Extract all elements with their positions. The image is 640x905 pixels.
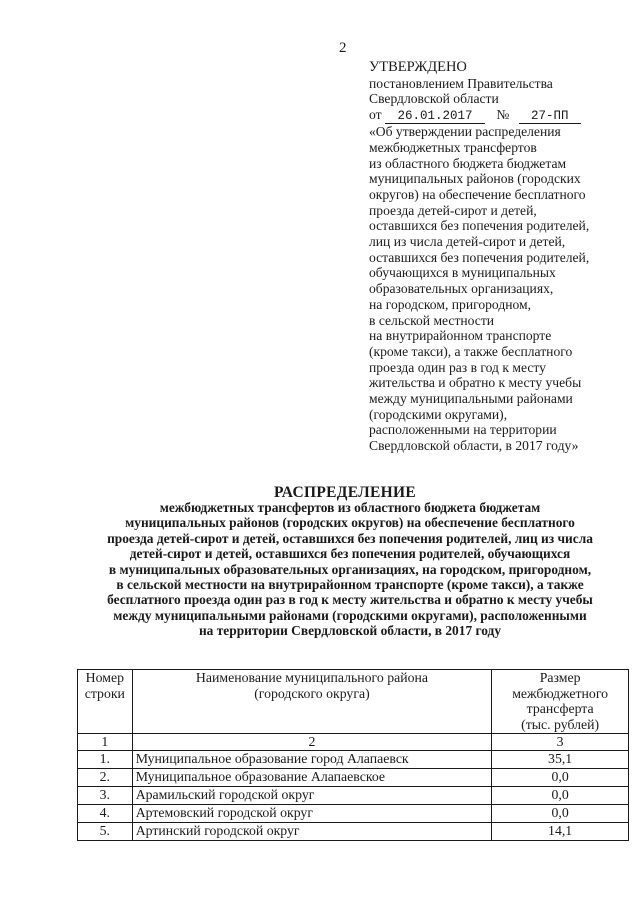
header-num-line: Номер <box>85 670 125 685</box>
decree-line: на городском, пригородном, <box>369 296 532 312</box>
transfer-amount: 0,0 <box>492 769 629 787</box>
transfers-table <box>77 669 629 841</box>
transfer-amount: 35,1 <box>492 751 629 769</box>
document-subheading <box>60 500 640 639</box>
decree-line: межбюджетных трансфертов <box>369 139 537 155</box>
municipality-name: Муниципальное образование Алапаевское <box>132 769 492 787</box>
decree-line: (городскими округами), <box>369 406 508 422</box>
decree-line: жительства и обратно к месту учебы <box>369 375 582 391</box>
subheading-line: муниципальных районов (городских округов) на обеспечение бесплатного <box>125 515 575 531</box>
table-row <box>78 751 629 769</box>
table-row <box>78 769 629 787</box>
header-value-line: Размер <box>539 670 581 685</box>
decree-line: (кроме такси), а также бесплатного <box>369 343 573 359</box>
approval-title: УТВЕРЖДЕНО <box>369 59 467 75</box>
decree-line: в сельской местности <box>369 312 495 328</box>
column-index: 1 <box>78 734 133 751</box>
decree-line: округов) на обеспечение бесплатного <box>369 186 586 202</box>
decree-line: проезда детей-сирот и детей, <box>369 202 537 218</box>
header-row-number <box>78 670 133 734</box>
row-number: 5. <box>78 823 133 841</box>
table-row <box>78 787 629 805</box>
table-row <box>78 823 629 841</box>
decree-number: 27-ПП <box>519 110 581 124</box>
header-name-line: (городского округа) <box>254 685 370 701</box>
header-value-line: трансферта <box>526 701 594 716</box>
municipality-name: Арамильский городской округ <box>132 787 492 805</box>
header-municipality-name <box>132 670 492 734</box>
header-value-line: межбюджетного <box>512 685 609 701</box>
decree-line: оставшихся без попечения родителей, <box>369 249 590 265</box>
header-transfer-amount <box>492 670 629 734</box>
row-number: 1. <box>78 751 133 769</box>
decree-line: «Об утверждении распределения <box>369 124 561 140</box>
subheading-line: детей-сирот и детей, оставшихся без попечения родителей, обучающихся <box>129 546 571 562</box>
date-prefix: от <box>369 107 382 123</box>
municipality-name: Артинский городской округ <box>132 823 492 841</box>
number-sign: № <box>496 107 510 123</box>
subheading-line: между муниципальными районами (городскими округами), расположенными <box>113 607 587 623</box>
decree-date: 26.01.2017 <box>385 110 485 124</box>
header-num-line: строки <box>84 685 125 701</box>
decree-title <box>369 124 631 454</box>
decree-line: из областного бюджета бюджетам <box>369 155 567 171</box>
decree-line: лиц из числа детей-сирот и детей, <box>369 234 566 250</box>
column-index: 3 <box>492 734 629 751</box>
decree-line: на внутрирайонном транспорте <box>369 328 552 344</box>
table-header-row <box>78 670 629 734</box>
column-index: 2 <box>132 734 492 751</box>
subheading-line: бесплатного проезда один раз в год к месту жительства и обратно к месту учебы <box>107 592 593 608</box>
municipality-name: Артемовский городской округ <box>132 805 492 823</box>
decree-line: оставшихся без попечения родителей, <box>369 218 590 234</box>
decree-line: Свердловской области, в 2017 году» <box>369 438 579 454</box>
decree-line: проезда один раз в год к месту <box>369 359 546 375</box>
document-heading: РАСПРЕДЕЛЕНИЕ <box>274 484 416 501</box>
decree-line: между муниципальными районами <box>369 391 573 407</box>
approval-block <box>369 60 631 454</box>
row-number: 4. <box>78 805 133 823</box>
column-index-row <box>78 734 629 751</box>
transfer-amount: 14,1 <box>492 823 629 841</box>
approval-line-2: Свердловской области <box>369 91 499 107</box>
decree-line: расположенными на территории <box>369 422 557 438</box>
municipality-name: Муниципальное образование город Алапаевск <box>132 751 492 769</box>
decree-line: обучающихся в муниципальных <box>369 265 556 281</box>
subheading-line: на территории Свердловской области, в 2017 году <box>198 623 502 639</box>
approval-line-1: постановлением Правительства <box>369 75 553 91</box>
subheading-line: в сельской местности на внутрирайонном транспорте (кроме такси), а также <box>116 577 584 593</box>
page-number: 2 <box>339 40 347 56</box>
subheading-line: в муниципальных образовательных организациях, на городском, пригородном, <box>108 561 592 577</box>
table-row <box>78 805 629 823</box>
transfer-amount: 0,0 <box>492 787 629 805</box>
decree-line: муниципальных районов (городских <box>369 171 581 187</box>
subheading-line: межбюджетных трансфертов из областного бюджета бюджетам <box>159 500 541 515</box>
header-value-line: (тыс. рублей) <box>521 716 600 732</box>
row-number: 2. <box>78 769 133 787</box>
decree-line: образовательных организациях, <box>369 281 554 297</box>
subheading-line: проезда детей-сирот и детей, оставшихся без попечения родителей, лиц из числа <box>107 530 593 546</box>
approval-date-line <box>369 107 631 124</box>
transfer-amount: 0,0 <box>492 805 629 823</box>
row-number: 3. <box>78 787 133 805</box>
header-name-line: Наименование муниципального района <box>195 670 429 685</box>
